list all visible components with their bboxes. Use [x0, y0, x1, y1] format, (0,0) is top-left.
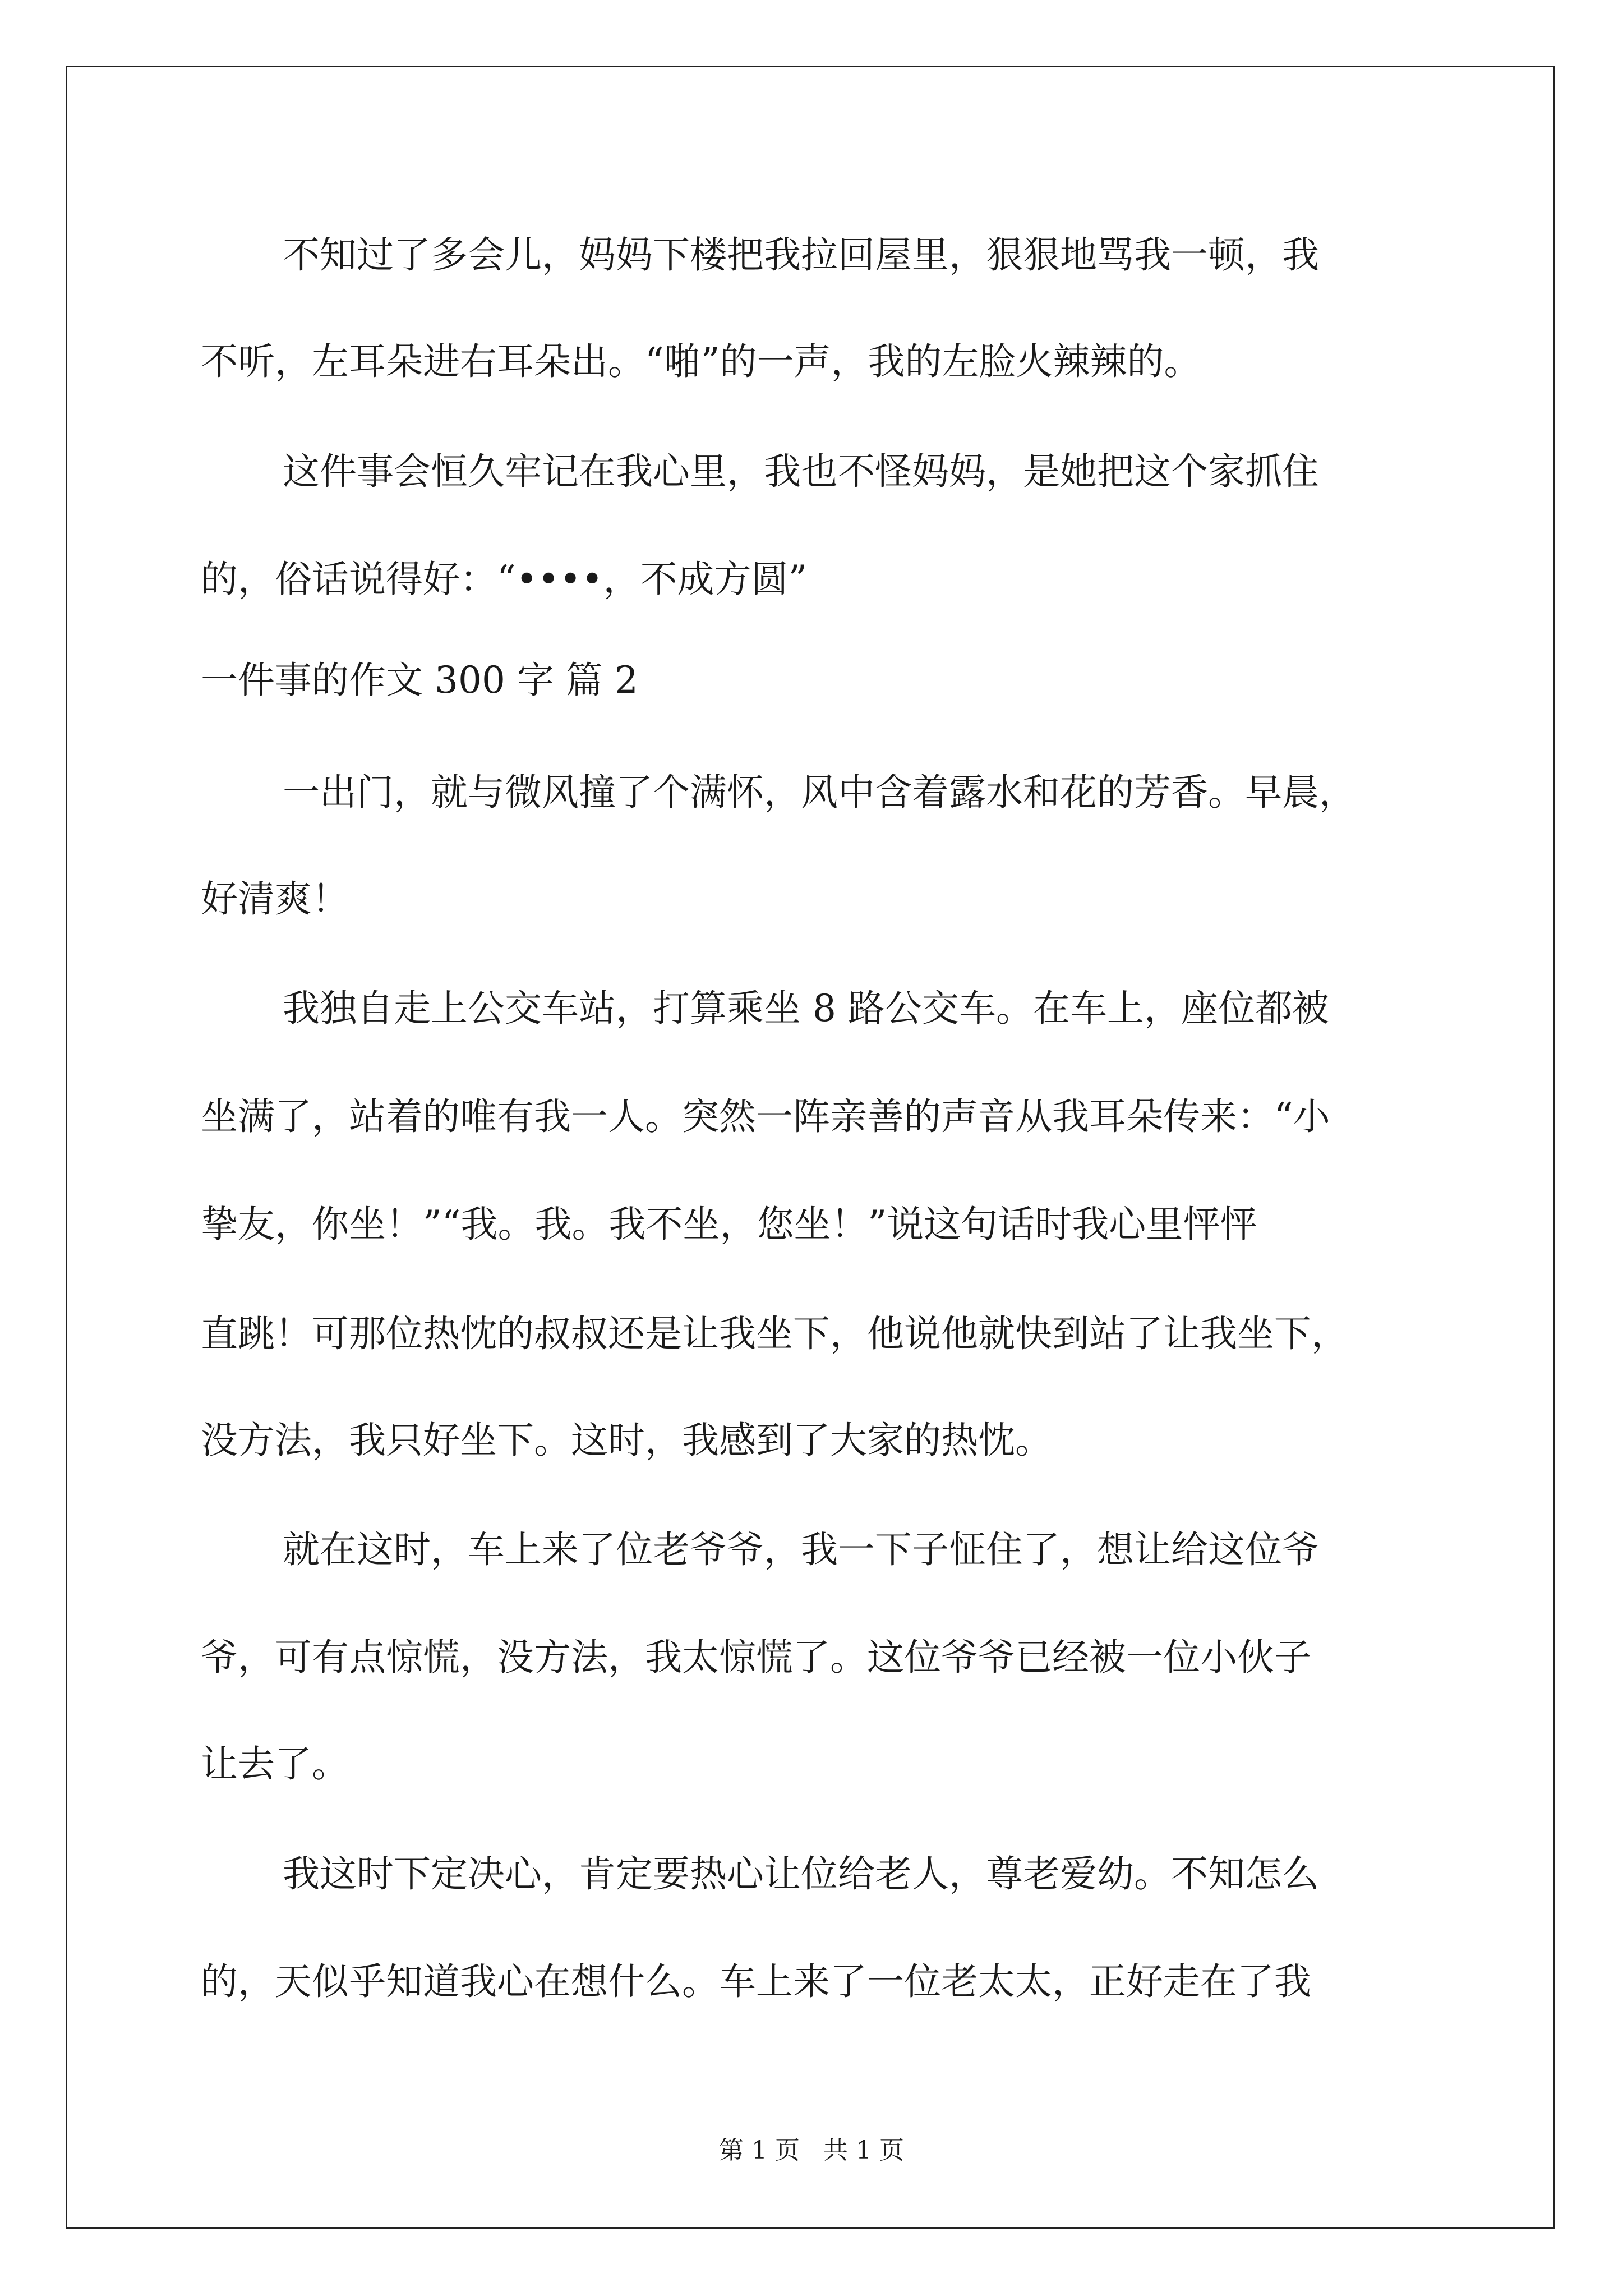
section-heading: 一件事的作文 300 字 篇 2: [201, 659, 638, 702]
page-number-footer: 第 1 页 共 1 页: [719, 2136, 904, 2165]
paragraph-4-line-1: 我独自走上公交车站，打算乘坐 8 路公交车。在车上，座位都被: [283, 987, 1329, 1030]
paragraph-1-line-1: 不知过了多会儿，妈妈下楼把我拉回屋里，狠狠地骂我一顿，我: [283, 233, 1319, 277]
paragraph-4-line-5: 没方法，我只好坐下。这时，我感到了大家的热忱。: [201, 1419, 1052, 1462]
paragraph-5-line-3: 让去了。: [201, 1742, 349, 1786]
paragraph-5-line-2: 爷，可有点惊慌，没方法，我太惊慌了。这位爷爷已经被一位小伙子: [201, 1636, 1311, 1679]
paragraph-2-line-1: 这件事会恒久牢记在我心里，我也不怪妈妈，是她把这个家抓住: [283, 450, 1319, 493]
paragraph-3-line-1: 一出门，就与微风撞了个满怀，风中含着露水和花的芳香。早晨，: [283, 771, 1356, 814]
paragraph-4-line-3: 挚友，你坐！”“我。我。我不坐，您坐！”说这句话时我心里怦怦: [201, 1203, 1257, 1246]
paragraph-6-line-1: 我这时下定决心，肯定要热心让位给老人，尊老爱幼。不知怎么: [283, 1852, 1319, 1895]
paragraph-4-line-2: 坐满了，站着的唯有我一人。突然一阵亲善的声音从我耳朵传来：“小: [201, 1095, 1330, 1138]
paragraph-3-line-2: 好清爽！: [201, 877, 349, 921]
paragraph-2-line-2: 的，俗话说得好：“••••，不成方圆”: [201, 558, 808, 601]
paragraph-5-line-1: 就在这时，车上来了位老爷爷，我一下子怔住了，想让给这位爷: [283, 1528, 1319, 1571]
page-border: [66, 66, 1555, 2229]
paragraph-4-line-4: 直跳！可那位热忱的叔叔还是让我坐下，他说他就快到站了让我坐下，: [201, 1312, 1348, 1355]
paragraph-1-line-2: 不听，左耳朵进右耳朵出。“啪”的一声，我的左脸火辣辣的。: [201, 340, 1201, 383]
paragraph-6-line-2: 的，天似乎知道我心在想什么。车上来了一位老太太，正好走在了我: [201, 1960, 1311, 2003]
